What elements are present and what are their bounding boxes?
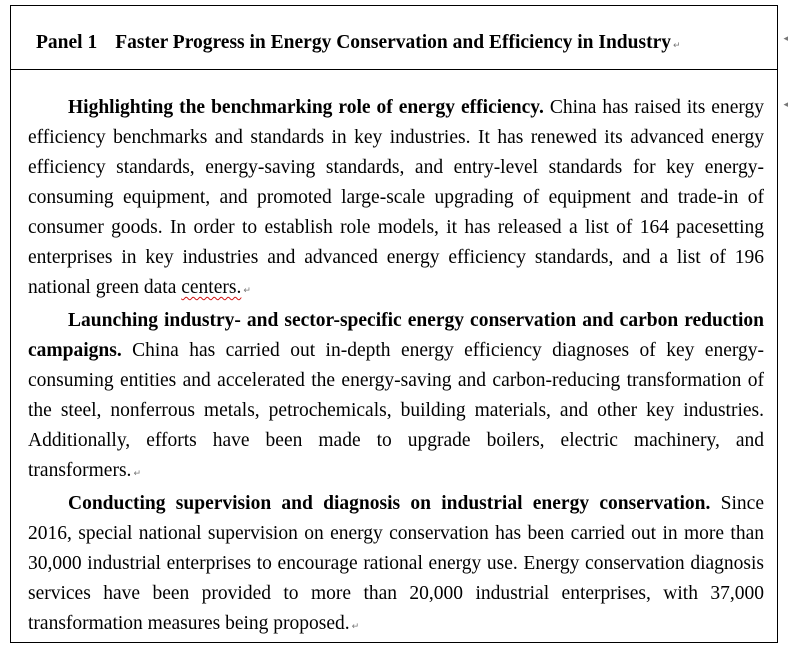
paragraph-mark-icon: ↵ bbox=[133, 469, 141, 479]
panel-title bbox=[36, 30, 681, 59]
paragraph-1-lead: Highlighting the benchmarking role of energy efficiency. bbox=[68, 97, 544, 118]
panel-box bbox=[10, 5, 778, 643]
paragraph-2-text: China has carried out in-depth energy efficiency diagnoses of key energy-consuming entities and accelerated the energy-saving and carbon-reducing transformation of the steel, nonferrous metals, petrochemicals, building materials, and other key industries. Additionally, efforts have been made to upgrade boilers, electric machinery, and transformers. bbox=[28, 340, 764, 481]
paragraph-mark-icon: ↵ bbox=[672, 41, 681, 51]
paragraph-3-text: Since 2016, special national supervision on energy conservation has been carried out in more than 30,000 industrial enterprises to encourage rational energy use. Energy conservation diagnosis services have been provided to more than 20,000 industrial enterprises, with 37,000 transformation measures being proposed. bbox=[28, 493, 764, 634]
paragraph-mark-icon: ↵ bbox=[243, 286, 251, 296]
paragraph-2-lead: Launching industry- and sector-specific energy conservation and carbon reduction campaigns. bbox=[28, 310, 764, 361]
paragraph-3 bbox=[28, 489, 764, 642]
paragraph-3-lead: Conducting supervision and diagnosis on industrial energy conservation. bbox=[68, 493, 711, 514]
spelling-flagged-word[interactable]: centers. bbox=[181, 277, 242, 298]
panel-header bbox=[11, 6, 777, 70]
margin-marker-icon: ◂ bbox=[783, 100, 788, 110]
panel-body bbox=[28, 93, 764, 642]
paragraph-mark-icon: ↵ bbox=[351, 622, 360, 632]
paragraph-2 bbox=[28, 306, 764, 489]
paragraph-1 bbox=[28, 93, 764, 306]
panel-number: Panel 1 bbox=[36, 32, 98, 53]
paragraph-1-text: China has raised its energy efficiency benchmarks and standards in key industries. It has renewed its advanced energy efficiency standards, energy-saving standards, and entry-level standards for key energy-consuming equipment, and promoted large-scale upgrading of equipment and trade-in of consumer goods. In order to establish role models, it has released a list of 164 pacesetting enterprises in key industries and advanced energy efficiency standards, and a list of 196 national green data bbox=[28, 97, 764, 298]
panel-title-text: Faster Progress in Energy Conservation and Efficiency in Industry bbox=[115, 32, 671, 53]
margin-marker-icon: ◂ bbox=[783, 34, 788, 44]
